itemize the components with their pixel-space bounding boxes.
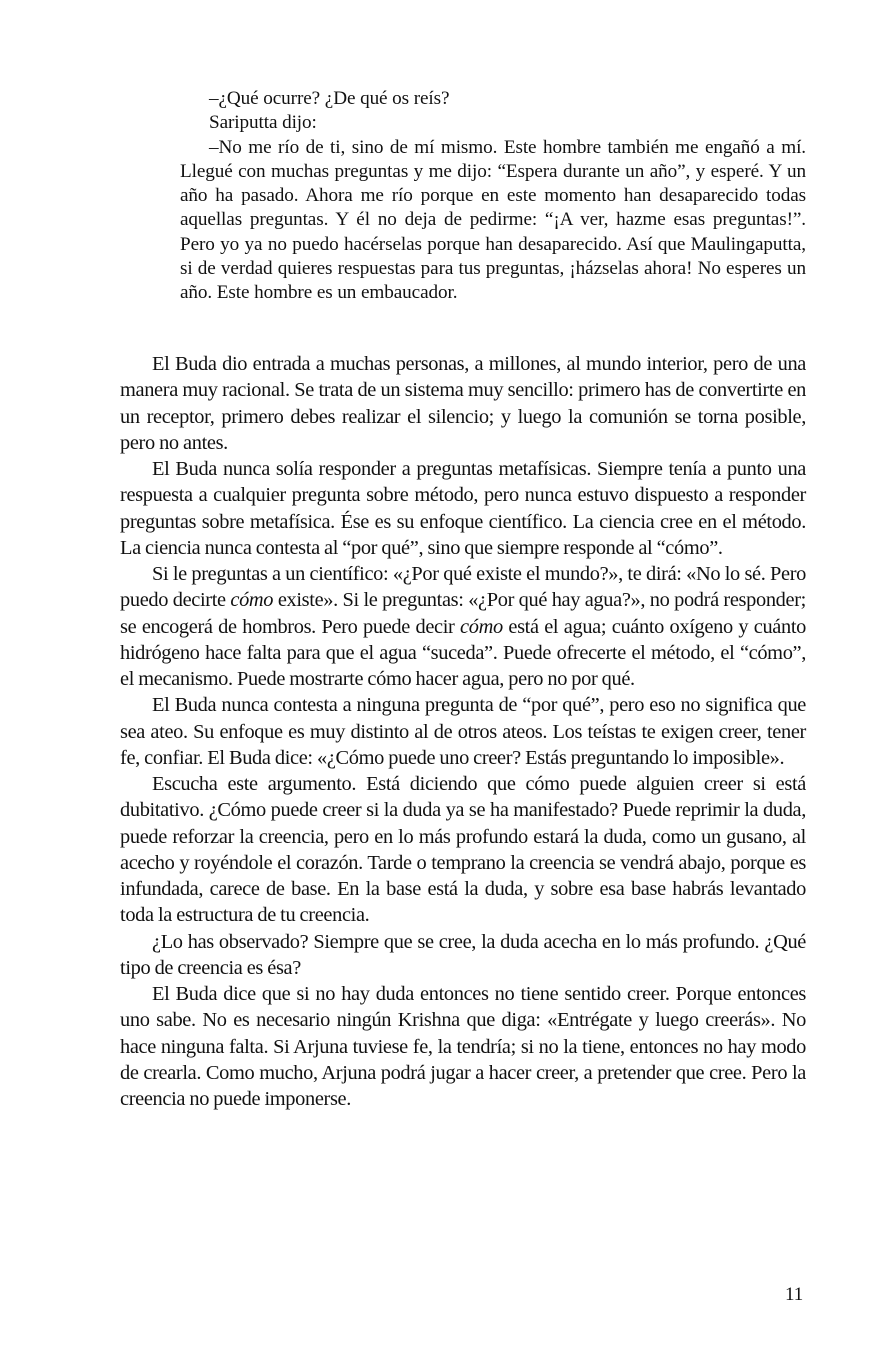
body-paragraph: ¿Lo has observado? Siempre que se cree, la duda acecha en lo más profundo. ¿Qué tipo de creencia es ésa? — [120, 930, 806, 979]
text-run: existe». Si le preguntas: «¿Por qué hay agua?», no podrá responder; se encogerá de hombros. Pero puede decir — [120, 589, 806, 638]
body-paragraph: Escucha este argumento. Está diciendo que cómo puede alguien creer si está dubitativo. ¿Cómo puede creer si la duda ya se ha manifestado? Puede reprimir la duda, puede reforzar la creencia, pero en lo más profundo estará la duda, como un gusano, al acecho y royéndole el corazón. Tarde o temprano la creencia se vendrá abajo, porque es infundada, carece de base. En la base está la duda, y sobre esa base habrás levantado toda la estructura de tu creencia. — [120, 773, 806, 927]
body-paragraph: El Buda dice que si no hay duda entonces no tiene sentido creer. Porque entonces uno sabe. No es necesario ningún Krishna que diga: «Entrégate y luego creerás». No hace ninguna falta. Si Arjuna tuviese fe, la tendría; si no la tiene, entonces no hay modo de crearla. Como mucho, Arjuna podrá jugar a hacer creer, a pretender que cree. Pero la creencia no puede imponerse. — [120, 983, 806, 1110]
emphasis-text: cómo — [460, 615, 503, 638]
page-number: 11 — [785, 1284, 804, 1305]
text-run: está el agua; cuánto oxígeno y cuánto hidrógeno hace falta para que el agua “suceda”. Puede ofrecerte el método, el “cómo”, el mecanismo. Puede mostrarte cómo hacer agua, pero no por qué. — [120, 615, 806, 690]
body-paragraph: El Buda dio entrada a muchas personas, a millones, al mundo interior, pero de una manera muy racional. Se trata de un sistema muy sencillo: primero has de convertirte en un receptor, primero debes realizar el silencio; y luego la comunión se torna posible, pero no antes. — [120, 353, 806, 454]
quote-paragraph: Sariputta dijo: — [209, 112, 317, 134]
body-paragraph: El Buda nunca contesta a ninguna pregunta de “por qué”, pero eso no significa que sea ateo. Su enfoque es muy distinto al de otros ateos. Los teístas te exigen creer, tener fe, confiar. El Buda dice: «¿Cómo puede uno creer? Estás preguntando lo imposible». — [120, 694, 806, 769]
text-run: Si le preguntas a un científico: «¿Por qué existe el mundo?», te dirá: «No lo sé. Pero puedo decirte — [120, 563, 806, 612]
emphasis-text: cómo — [230, 589, 274, 612]
quote-paragraph: –¿Qué ocurre? ¿De qué os reís? — [209, 88, 450, 109]
body-paragraph — [120, 561, 806, 692]
dialogue-block-quote — [180, 87, 806, 306]
body-paragraph: El Buda nunca solía responder a preguntas metafísicas. Siempre tenía a punto una respuesta a cualquier pregunta sobre método, pero nunca estuvo dispuesto a responder preguntas sobre metafísica. Ése es su enfoque científico. La ciencia cree en el método. La ciencia nunca contesta al “por qué”, sino que siempre responde al “cómo”. — [120, 458, 806, 559]
body-text — [120, 351, 806, 1112]
quote-paragraph: –No me río de ti, sino de mí mismo. Este hombre también me engañó a mí. Llegué con muchas preguntas y me dijo: “Espera durante un año”, y esperé. Y un año ha pasado. Ahora me río porque en este momento han desaparecido todas aquellas preguntas. Y él no deja de pedirme: “¡A ver, hazme esas preguntas!”. Pero yo ya no puedo hacérselas porque han desaparecido. Así que Maulingaputta, si de verdad quieres respuestas para tus preguntas, ¡házselas ahora! No esperes un año. Este hombre es un embaucador. — [180, 136, 806, 304]
